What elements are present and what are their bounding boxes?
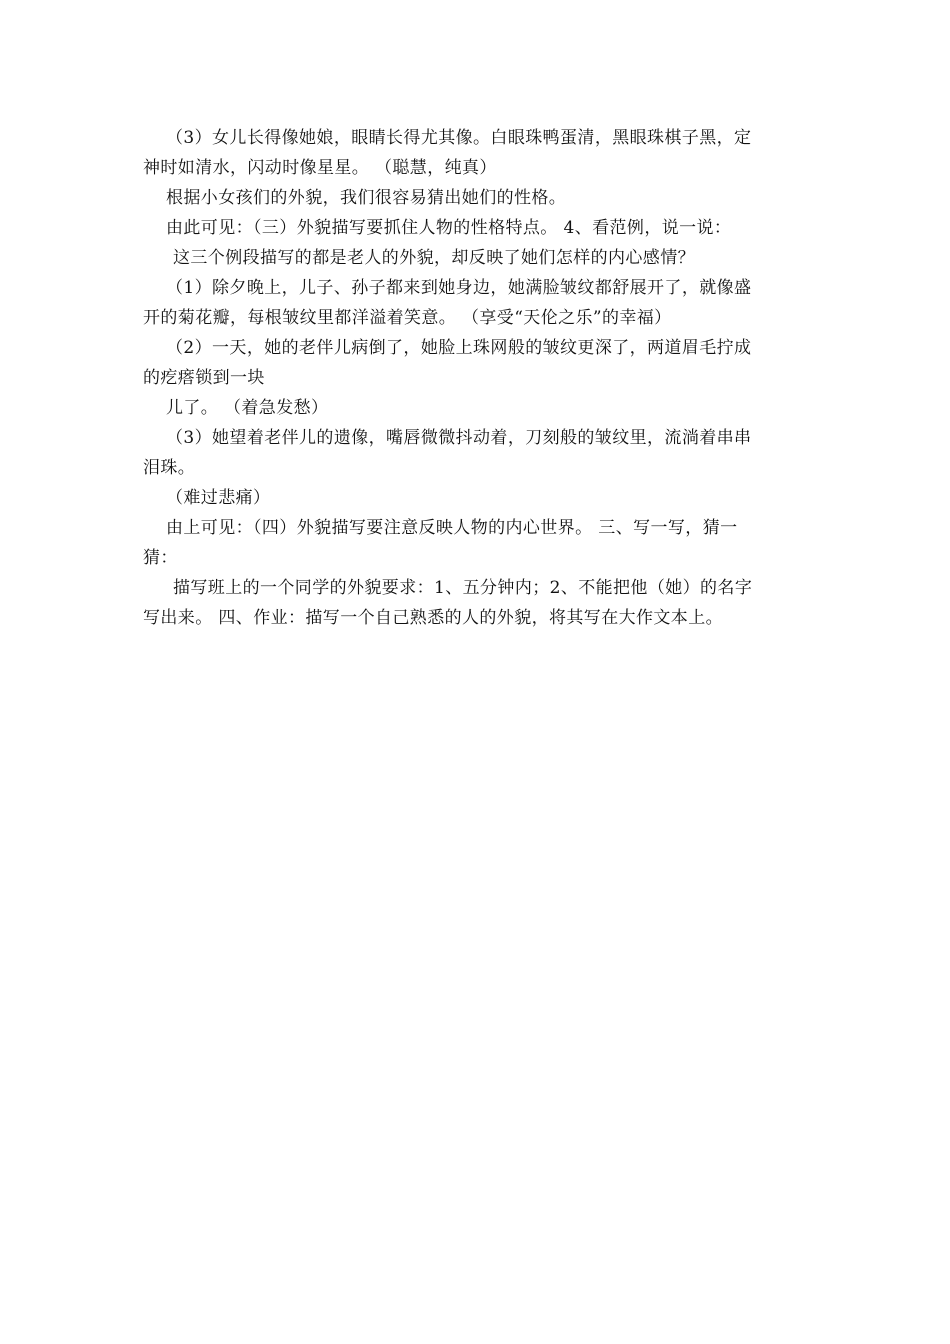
paragraph-line: 由上可见：（四）外貌描写要注意反映人物的内心世界。 三、写一写，猜一 bbox=[166, 518, 738, 538]
paragraph-line: 这三个例段描写的都是老人的外貌，却反映了她们怎样的内心感情？ bbox=[173, 248, 695, 268]
paragraph-line: 猜： bbox=[143, 548, 178, 568]
paragraph-line: 根据小女孩们的外貌，我们很容易猜出她们的性格。 bbox=[166, 188, 567, 208]
paragraph-line: 儿了。 （着急发愁） bbox=[166, 398, 329, 418]
paragraph-line: 由此可见：（三）外貌描写要抓住人物的性格特点。 4、看范例，说一说： bbox=[166, 218, 732, 238]
document-body bbox=[143, 123, 808, 633]
paragraph-line: （1）除夕晚上，儿子、孙子都来到她身边，她满脸皱纹都舒展开了，就像盛 bbox=[166, 278, 752, 298]
paragraph-line: 神时如清水，闪动时像星星。 （聪慧，纯真） bbox=[143, 158, 497, 178]
paragraph-line: 描写班上的一个同学的外貌要求：1、五分钟内；2、不能把他（她）的名字 bbox=[173, 578, 753, 598]
paragraph-line: （难过悲痛） bbox=[166, 488, 271, 508]
paragraph-line: 写出来。 四、作业：描写一个自己熟悉的人的外貌，将其写在大作文本上。 bbox=[143, 608, 724, 628]
paragraph-line: 的疙瘩锁到一块 bbox=[143, 368, 265, 388]
paragraph-line: （3）她望着老伴儿的遗像，嘴唇微微抖动着，刀刻般的皱纹里，流淌着串串 bbox=[166, 428, 752, 448]
paragraph-line: （2）一天，她的老伴儿病倒了，她脸上珠网般的皱纹更深了，两道眉毛拧成 bbox=[166, 338, 752, 358]
paragraph-line: （3）女儿长得像她娘，眼睛长得尤其像。白眼珠鸭蛋清，黑眼珠棋子黑，定 bbox=[166, 128, 752, 148]
paragraph-line: 开的菊花瓣，每根皱纹里都洋溢着笑意。 （享受“天伦之乐”的幸福） bbox=[143, 308, 672, 328]
paragraph-line: 泪珠。 bbox=[143, 458, 196, 478]
